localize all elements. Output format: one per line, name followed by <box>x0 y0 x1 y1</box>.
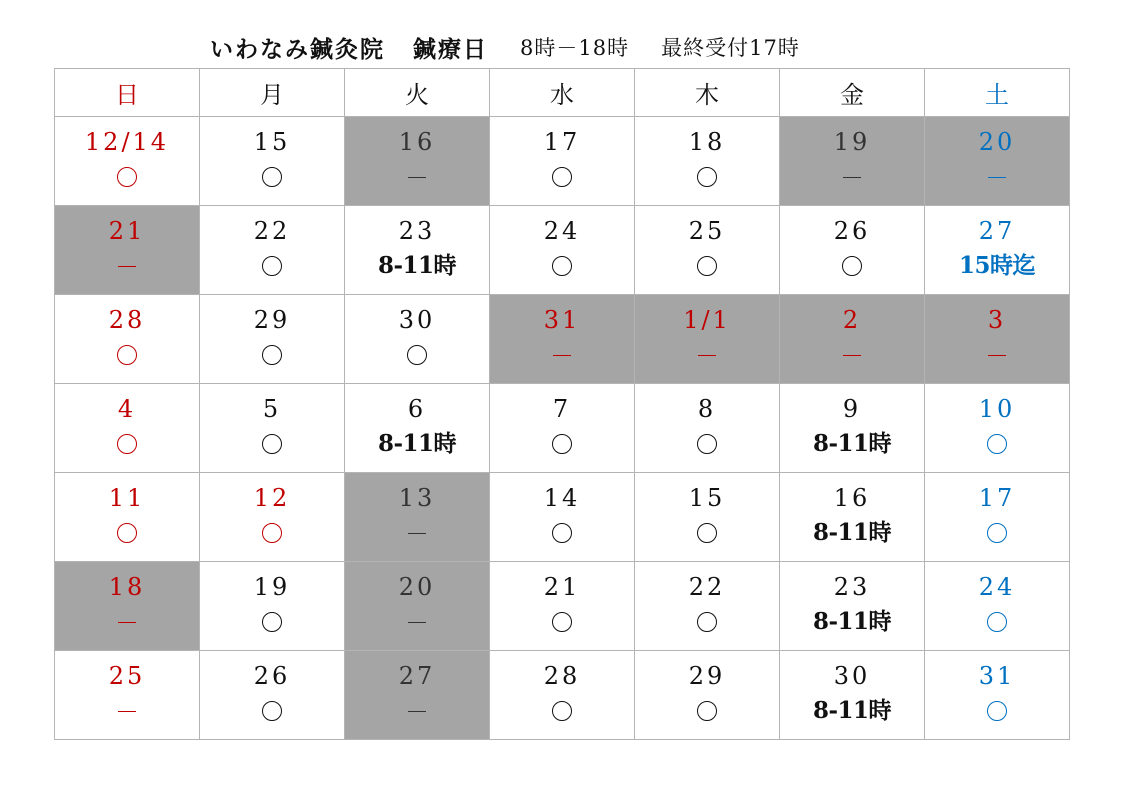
open-circle-icon <box>987 701 1007 721</box>
calendar-day-cell <box>200 117 345 206</box>
calendar-day-cell <box>635 206 780 295</box>
calendar-day-cell <box>635 117 780 206</box>
calendar-week-row <box>55 206 1070 295</box>
calendar-day-cell <box>780 562 925 651</box>
calendar-day-cell <box>55 473 200 562</box>
open-status <box>925 602 1069 642</box>
open-circle-icon <box>697 612 717 632</box>
open-status <box>200 602 344 642</box>
limited-hours-text: 8-11時 <box>377 430 457 457</box>
day-number: 28 <box>543 662 581 690</box>
day-number: 15 <box>253 128 291 156</box>
open-circle-icon <box>697 701 717 721</box>
schedule-title <box>210 30 800 64</box>
calendar-week-row <box>55 651 1070 740</box>
calendar-body <box>55 117 1070 740</box>
calendar-day-cell <box>490 562 635 651</box>
calendar-week-row <box>55 473 1070 562</box>
closed-dash-icon <box>553 355 571 356</box>
limited-hours-text: 8-11時 <box>812 697 892 724</box>
day-number: 11 <box>108 484 146 512</box>
closed-dash-icon <box>118 711 136 712</box>
day-number: 29 <box>253 306 291 334</box>
closed-status <box>55 691 199 731</box>
calendar-day-cell <box>345 117 490 206</box>
day-number: 16 <box>398 128 436 156</box>
open-circle-icon <box>842 256 862 276</box>
weekday-header-sunday: 日 <box>55 69 200 117</box>
open-status <box>635 157 779 197</box>
open-status <box>635 602 779 642</box>
open-status <box>925 691 1069 731</box>
open-status <box>490 424 634 464</box>
open-circle-icon <box>407 345 427 365</box>
calendar-day-cell <box>925 384 1070 473</box>
open-status <box>55 157 199 197</box>
calendar-day-cell <box>780 651 925 740</box>
calendar-day-cell <box>635 384 780 473</box>
calendar-day-cell <box>55 384 200 473</box>
day-number: 23 <box>833 573 871 601</box>
calendar-day-cell <box>490 117 635 206</box>
day-number: 25 <box>688 217 726 245</box>
closed-dash-icon <box>988 355 1006 356</box>
calendar-day-cell <box>200 384 345 473</box>
limited-hours-text: 8-11時 <box>812 519 892 546</box>
open-circle-icon <box>552 434 572 454</box>
open-circle-icon <box>262 345 282 365</box>
open-circle-icon <box>262 523 282 543</box>
open-status <box>490 513 634 553</box>
open-status <box>635 424 779 464</box>
calendar-day-cell <box>925 206 1070 295</box>
open-circle-icon <box>262 434 282 454</box>
open-status <box>925 424 1069 464</box>
closed-status <box>925 157 1069 197</box>
open-status <box>490 602 634 642</box>
open-circle-icon <box>552 701 572 721</box>
last-reception: 最終受付17時 <box>661 36 800 60</box>
day-number: 30 <box>833 662 871 690</box>
open-circle-icon <box>552 612 572 632</box>
day-number: 26 <box>833 217 871 245</box>
calendar-day-cell <box>55 651 200 740</box>
day-number: 14 <box>543 484 581 512</box>
day-number: 27 <box>978 217 1016 245</box>
calendar-day-cell <box>200 206 345 295</box>
day-number: 5 <box>262 395 282 423</box>
open-circle-icon <box>697 167 717 187</box>
calendar-day-cell <box>925 473 1070 562</box>
calendar-day-cell <box>780 206 925 295</box>
day-number: 6 <box>407 395 427 423</box>
closed-status <box>780 335 924 375</box>
calendar-day-cell <box>780 473 925 562</box>
calendar-day-cell <box>55 206 200 295</box>
limited-hours-text: 8-11時 <box>812 608 892 635</box>
closed-dash-icon <box>118 266 136 267</box>
calendar-day-cell <box>345 206 490 295</box>
open-circle-icon <box>262 167 282 187</box>
day-number: 8 <box>697 395 717 423</box>
calendar-day-cell <box>490 384 635 473</box>
open-circle-icon <box>552 167 572 187</box>
open-status <box>635 246 779 286</box>
open-status <box>55 424 199 464</box>
calendar-day-cell <box>780 384 925 473</box>
calendar-day-cell <box>345 651 490 740</box>
weekday-header-friday: 金 <box>780 69 925 117</box>
day-number: 21 <box>108 217 146 245</box>
closed-dash-icon <box>408 622 426 623</box>
calendar-day-cell <box>490 651 635 740</box>
open-status <box>490 157 634 197</box>
day-number: 21 <box>543 573 581 601</box>
open-status <box>925 513 1069 553</box>
calendar-day-cell <box>635 295 780 384</box>
closed-dash-icon <box>408 711 426 712</box>
closed-status <box>345 157 489 197</box>
closed-status <box>345 602 489 642</box>
open-circle-icon <box>987 434 1007 454</box>
closed-status <box>780 157 924 197</box>
open-status <box>780 246 924 286</box>
day-number: 24 <box>543 217 581 245</box>
clinic-name: いわなみ鍼灸院 <box>210 35 385 63</box>
calendar-day-cell <box>635 651 780 740</box>
open-circle-icon <box>117 523 137 543</box>
open-circle-icon <box>697 434 717 454</box>
day-number: 26 <box>253 662 291 690</box>
day-number: 12 <box>253 484 291 512</box>
open-status <box>635 513 779 553</box>
calendar-week-row <box>55 295 1070 384</box>
day-number: 16 <box>833 484 871 512</box>
open-circle-icon <box>117 434 137 454</box>
weekday-header-row <box>55 69 1070 117</box>
open-status <box>200 691 344 731</box>
day-number: 20 <box>398 573 436 601</box>
weekday-header-monday: 月 <box>200 69 345 117</box>
day-number: 30 <box>398 306 436 334</box>
business-hours: 8時－18時 <box>520 36 630 60</box>
day-number: 29 <box>688 662 726 690</box>
calendar-week-row <box>55 117 1070 206</box>
open-circle-icon <box>117 345 137 365</box>
calendar-week-row <box>55 562 1070 651</box>
open-status <box>55 513 199 553</box>
closed-dash-icon <box>408 533 426 534</box>
open-status <box>55 335 199 375</box>
limited-hours-text: 8-11時 <box>812 430 892 457</box>
open-circle-icon <box>697 523 717 543</box>
open-status <box>200 513 344 553</box>
closed-status <box>345 513 489 553</box>
closed-status <box>55 602 199 642</box>
calendar-day-cell <box>200 562 345 651</box>
calendar-day-cell <box>635 562 780 651</box>
open-circle-icon <box>262 612 282 632</box>
day-number: 18 <box>688 128 726 156</box>
calendar-day-cell <box>55 295 200 384</box>
weekday-header-tuesday: 火 <box>345 69 490 117</box>
closed-status <box>490 335 634 375</box>
day-number: 13 <box>398 484 436 512</box>
calendar-day-cell <box>490 473 635 562</box>
calendar-day-cell <box>925 562 1070 651</box>
open-status <box>200 246 344 286</box>
weekday-header-wednesday: 水 <box>490 69 635 117</box>
calendar-day-cell <box>345 295 490 384</box>
open-status <box>635 691 779 731</box>
day-number: 15 <box>688 484 726 512</box>
day-number: 22 <box>688 573 726 601</box>
calendar-day-cell <box>345 562 490 651</box>
day-number: 12/14 <box>84 128 170 156</box>
day-number: 19 <box>253 573 291 601</box>
open-status <box>200 424 344 464</box>
closed-dash-icon <box>118 622 136 623</box>
day-number: 27 <box>398 662 436 690</box>
open-circle-icon <box>262 701 282 721</box>
day-number: 31 <box>978 662 1016 690</box>
day-number: 17 <box>978 484 1016 512</box>
open-circle-icon <box>552 523 572 543</box>
day-number: 1/1 <box>683 306 731 334</box>
closed-dash-icon <box>843 177 861 178</box>
day-number: 31 <box>543 306 581 334</box>
day-number: 3 <box>987 306 1007 334</box>
open-status <box>200 335 344 375</box>
calendar-day-cell <box>55 117 200 206</box>
treatment-calendar <box>54 68 1070 740</box>
open-status <box>490 246 634 286</box>
limited-hours-text: 15時迄 <box>958 252 1035 279</box>
open-circle-icon <box>697 256 717 276</box>
closed-dash-icon <box>843 355 861 356</box>
limited-hours-text: 8-11時 <box>377 252 457 279</box>
calendar-day-cell <box>200 651 345 740</box>
calendar-day-cell <box>780 295 925 384</box>
day-number: 4 <box>117 395 137 423</box>
calendar-day-cell <box>490 295 635 384</box>
calendar-week-row <box>55 384 1070 473</box>
weekday-header-saturday: 土 <box>925 69 1070 117</box>
open-circle-icon <box>987 523 1007 543</box>
calendar-day-cell <box>345 473 490 562</box>
closed-status <box>925 335 1069 375</box>
calendar-day-cell <box>925 295 1070 384</box>
calendar-day-cell <box>200 473 345 562</box>
closed-dash-icon <box>988 177 1006 178</box>
day-number: 24 <box>978 573 1016 601</box>
day-number: 18 <box>108 573 146 601</box>
day-number: 17 <box>543 128 581 156</box>
day-number: 20 <box>978 128 1016 156</box>
calendar-day-cell <box>55 562 200 651</box>
closed-status <box>55 246 199 286</box>
closed-dash-icon <box>698 355 716 356</box>
day-number: 10 <box>978 395 1016 423</box>
calendar-day-cell <box>925 117 1070 206</box>
day-number: 25 <box>108 662 146 690</box>
closed-dash-icon <box>408 177 426 178</box>
calendar-day-cell <box>490 206 635 295</box>
day-number: 22 <box>253 217 291 245</box>
day-number: 28 <box>108 306 146 334</box>
day-number: 23 <box>398 217 436 245</box>
day-number: 19 <box>833 128 871 156</box>
calendar-day-cell <box>780 117 925 206</box>
open-circle-icon <box>262 256 282 276</box>
open-circle-icon <box>552 256 572 276</box>
open-circle-icon <box>987 612 1007 632</box>
open-status <box>200 157 344 197</box>
open-status <box>345 335 489 375</box>
day-number: 2 <box>842 306 862 334</box>
day-number: 9 <box>842 395 862 423</box>
schedule-label: 鍼療日 <box>413 35 488 63</box>
closed-status <box>635 335 779 375</box>
day-number: 7 <box>552 395 572 423</box>
open-circle-icon <box>117 167 137 187</box>
weekday-header-thursday: 木 <box>635 69 780 117</box>
open-status <box>490 691 634 731</box>
calendar-day-cell <box>200 295 345 384</box>
calendar-day-cell <box>925 651 1070 740</box>
calendar-day-cell <box>635 473 780 562</box>
closed-status <box>345 691 489 731</box>
calendar-day-cell <box>345 384 490 473</box>
